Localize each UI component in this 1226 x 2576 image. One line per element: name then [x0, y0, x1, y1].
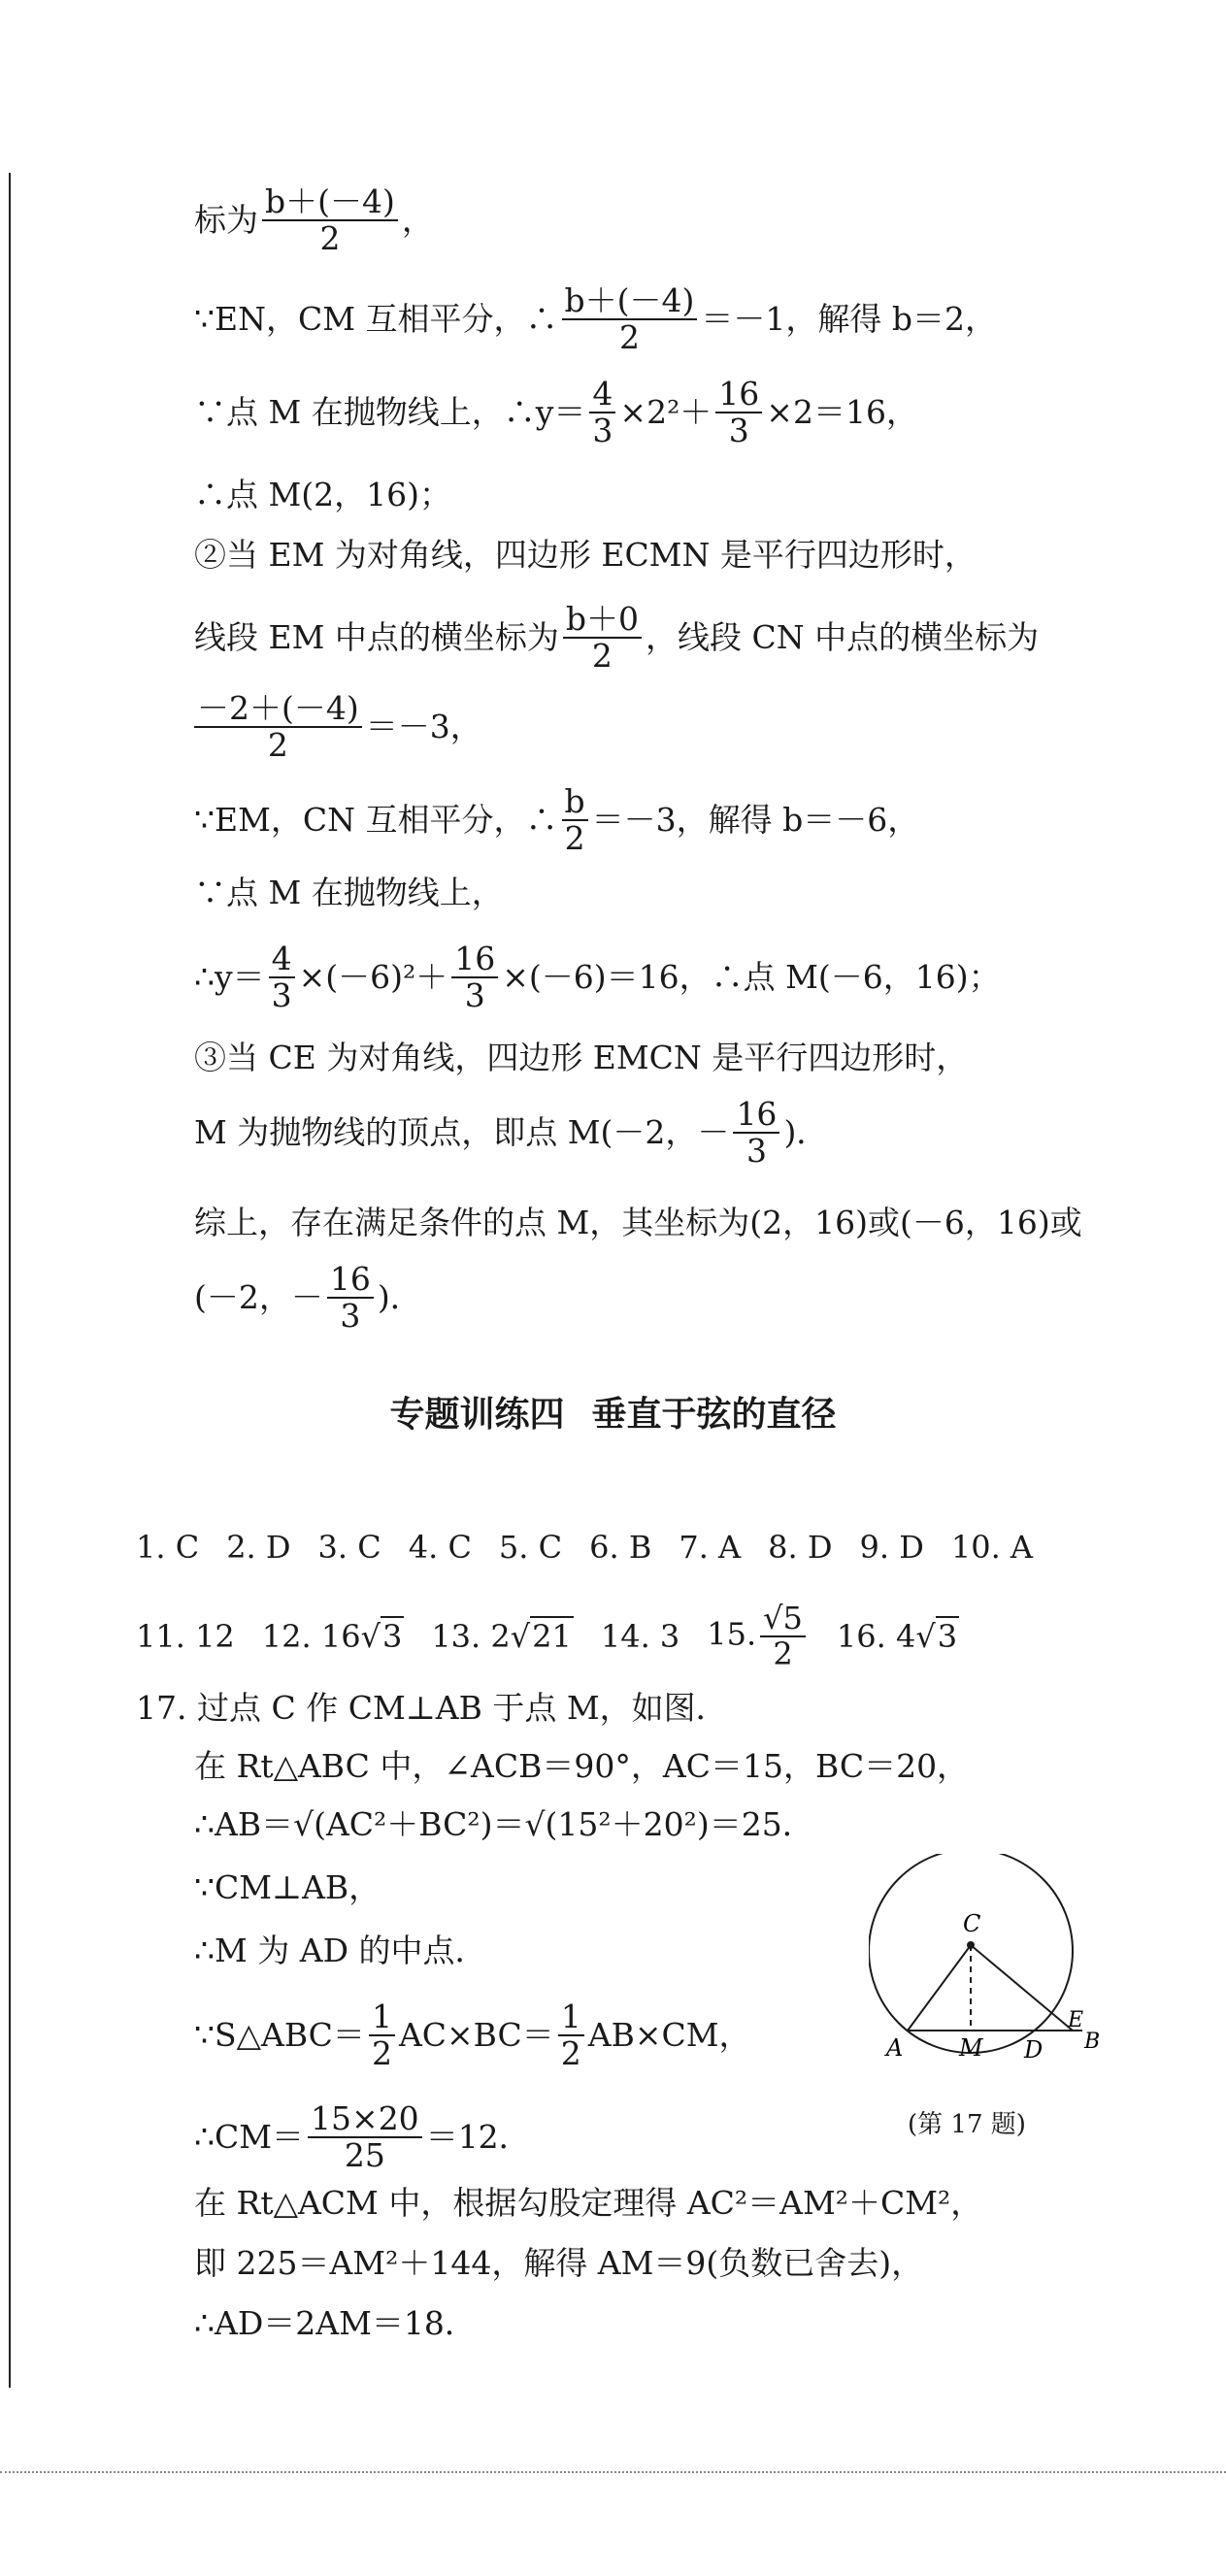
q17-line-6: ∵S△ABC＝ $\frac{1}{2}$ AC×BC＝ $\frac{1}{2}$ AB×CM，	[194, 1998, 751, 2073]
left-margin-rule	[9, 173, 11, 2388]
answer-9: 9. D	[859, 1529, 924, 1566]
answer-2: 2. D	[226, 1529, 291, 1566]
answer-15: 15. $\frac{√5}{2}$	[707, 1602, 810, 1671]
answer-16: 16. 4√3	[836, 1618, 958, 1656]
line-2: ∵EN，CM 互相平分，∴ $\frac{b+(-4)}{2}$ ＝－1，解得 b＝2，	[194, 281, 997, 357]
line-7: $\frac{-2+(-4)}{2}$ ＝－3，	[194, 691, 482, 764]
q17-line-3: ∴AB＝√(AC²＋BC²)＝√(15²＋20²)＝25．	[194, 1805, 814, 1843]
fraction: $\frac{b+(-4)}{2}$	[562, 283, 698, 356]
fraction: $\frac{b}{2}$	[562, 784, 588, 857]
label-m: M	[959, 2034, 983, 2062]
q17-line-10: ∴AD＝2AM＝18．	[194, 2304, 477, 2342]
q17-line-9: 即 225＝AM²＋144，解得 AM＝9(负数已舍去)，	[194, 2244, 924, 2282]
fraction: $\frac{b+(-4)}{2}$	[262, 184, 398, 257]
answers-row-1	[136, 1528, 1060, 1567]
line-1: 标为 $\frac{b+(-4)}{2}$ ，	[194, 182, 434, 258]
line-10: ∴y＝ $\frac{4}{3}$ ×(－6)²＋ $\frac{16}{3}$ ×(－6)＝16，∴点 M(－6，16)；	[194, 940, 1001, 1015]
answer-3: 3. C	[317, 1529, 381, 1566]
label-c: C	[963, 1910, 981, 1937]
answer-11: 11. 12	[136, 1618, 235, 1656]
section-heading: 专题训练四 垂直于弦的直径	[389, 1395, 837, 1435]
fraction: $\frac{16}{3}$	[733, 1097, 779, 1170]
fraction: $\frac{4}{3}$	[269, 941, 295, 1014]
answer-10: 10. A	[950, 1529, 1034, 1566]
q17-line-2: 在 Rt△ABC 中，∠ACB＝90°，AC＝15，BC＝20，	[194, 1747, 970, 1785]
line-13: 综上，存在满足条件的点 M，其坐标为(2，16)或(－6，16)或	[194, 1204, 1082, 1241]
fraction: $\frac{1}{2}$	[558, 1999, 584, 2072]
line-5: ②当 EM 为对角线，四边形 ECMN 是平行四边形时，	[194, 536, 977, 574]
line-8: ∵EM，CN 互相平分，∴ $\frac{b}{2}$ ＝－3，解得 b＝－6，	[194, 782, 920, 858]
answer-8: 8. D	[768, 1529, 833, 1566]
answer-7: 7. A	[679, 1529, 742, 1566]
fraction: $\frac{√5}{2}$	[760, 1602, 806, 1671]
answer-1: 1. C	[136, 1529, 200, 1566]
answer-13: 13. 2√21	[431, 1618, 572, 1656]
line-12: M 为抛物线的顶点，即点 M(－2，－ $\frac{16}{3}$ )．	[194, 1095, 829, 1171]
fraction: $\frac{1}{2}$	[369, 1999, 395, 2072]
fraction: $\frac{16}{3}$	[451, 941, 498, 1014]
q17-line-5: ∴M 为 AD 的中点．	[194, 1932, 487, 1969]
line-4: ∴点 M(2，16)；	[194, 476, 452, 513]
answer-12: 12. 16√3	[261, 1618, 403, 1656]
fraction: $\frac{16}{3}$	[327, 1262, 374, 1335]
figure-caption: (第 17 题)	[908, 2110, 1026, 2139]
line-14: (－2，－ $\frac{16}{3}$ )．	[194, 1260, 422, 1336]
label-d: D	[1024, 2036, 1044, 2064]
answer-4: 4. C	[408, 1529, 472, 1566]
q17-line-8: 在 Rt△ACM 中，根据勾股定理得 AC²＝AM²＋CM²，	[194, 2184, 983, 2222]
line-11: ③当 CE 为对角线，四边形 EMCN 是平行四边形时，	[194, 1039, 969, 1076]
label-e: E	[1068, 2008, 1084, 2032]
q17-line-1: 17. 过点 C 作 CM⊥AB 于点 M，如图．	[136, 1689, 728, 1727]
segment-cb	[971, 1945, 1073, 2031]
fraction: $\frac{16}{3}$	[715, 377, 762, 449]
page-bottom-separator	[0, 2471, 1226, 2473]
segment-ac	[908, 1945, 971, 2031]
answers-row-2	[136, 1602, 986, 1671]
label-a: A	[886, 2034, 904, 2062]
fraction: $\frac{b+0}{2}$	[563, 602, 642, 675]
answer-5: 5. C	[498, 1529, 563, 1566]
label-b: B	[1084, 2030, 1101, 2054]
line-3: ∵点 M 在抛物线上，∴y＝ $\frac{4}{3}$ ×2²＋ $\frac{16}{3}$ ×2＝16，	[194, 375, 918, 450]
q17-line-4: ∵CM⊥AB，	[194, 1868, 381, 1906]
fraction: $\frac{15\times 20}{25}$	[308, 2101, 422, 2174]
point-c	[967, 1941, 975, 1949]
line-9: ∵点 M 在抛物线上，	[194, 874, 504, 911]
fraction: $\frac{-2+(-4)}{2}$	[194, 691, 362, 764]
line-6: 线段 EM 中点的横坐标为 $\frac{b+0}{2}$ ，线段 CN 中点的横坐标为	[194, 600, 1040, 676]
answer-14: 14. 3	[600, 1618, 680, 1656]
fraction: $\frac{4}{3}$	[589, 377, 615, 449]
answer-6: 6. B	[589, 1529, 652, 1566]
q17-line-7: ∴CM＝ $\frac{15\times 20}{25}$ ＝12．	[194, 2099, 531, 2175]
